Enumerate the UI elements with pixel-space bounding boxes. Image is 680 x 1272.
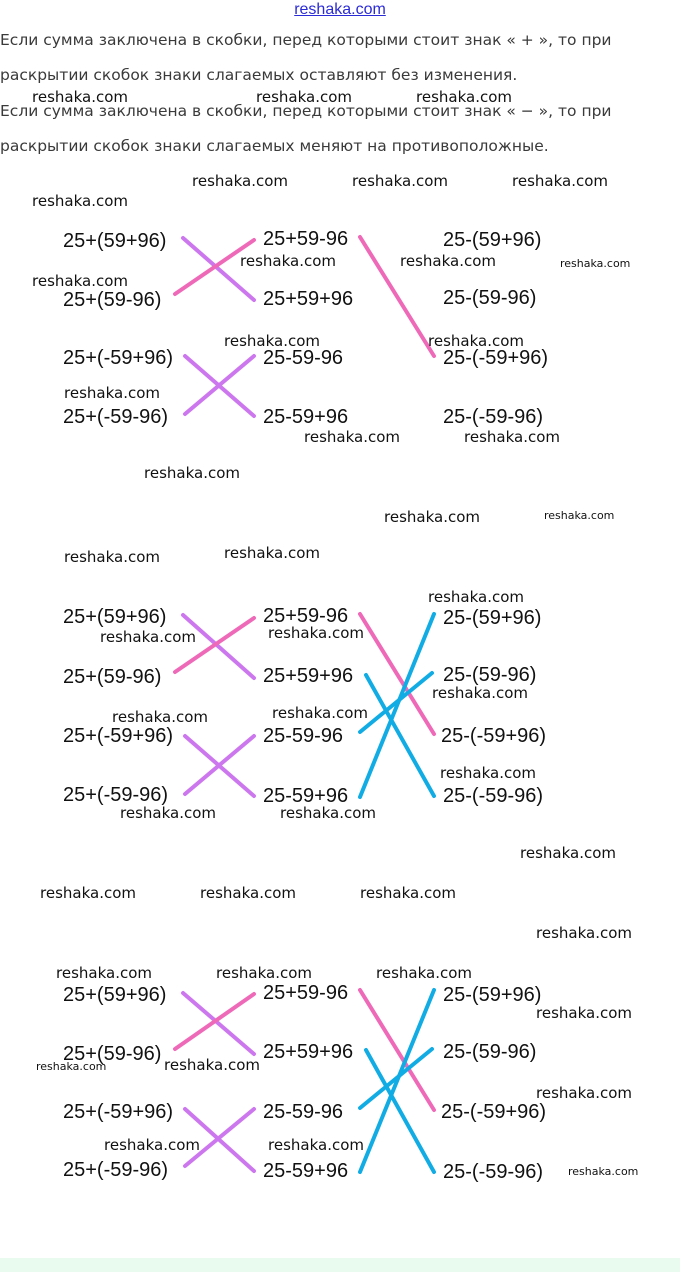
expr-d1-mid-4: 25-59+96 bbox=[263, 406, 349, 428]
expr-d3-left-4: 25+(-59-96) bbox=[63, 1159, 169, 1181]
expr-d3-right-1: 25-(59+96) bbox=[443, 984, 542, 1006]
expr-d2-left-4: 25+(-59-96) bbox=[63, 784, 169, 806]
expr-d3-mid-3: 25-59-96 bbox=[263, 1101, 344, 1123]
expr-d1-left-4: 25+(-59-96) bbox=[63, 406, 169, 428]
watermark: reshaka.com bbox=[512, 172, 608, 190]
expr-d1-right-3: 25-(-59+96) bbox=[443, 347, 549, 369]
expr-d3-mid-2: 25+59+96 bbox=[263, 1041, 354, 1063]
expr-d2-left-3: 25+(-59+96) bbox=[63, 725, 174, 747]
watermark: reshaka.com bbox=[32, 272, 128, 290]
expr-d3-right-4: 25-(-59-96) bbox=[443, 1161, 544, 1183]
watermark: reshaka.com bbox=[428, 588, 524, 606]
line-d2-e bbox=[360, 614, 434, 734]
watermark: reshaka.com bbox=[272, 704, 368, 722]
watermark: reshaka.com bbox=[224, 332, 320, 350]
expr-d2-right-4: 25-(-59-96) bbox=[443, 785, 544, 807]
expr-d2-right-1: 25-(59+96) bbox=[443, 607, 542, 629]
expr-d1-mid-1: 25+59-96 bbox=[263, 228, 349, 250]
watermark: reshaka.com bbox=[428, 332, 524, 350]
expr-d1-mid-2: 25+59+96 bbox=[263, 288, 354, 310]
watermark: reshaka.com bbox=[32, 88, 128, 106]
watermark: reshaka.com bbox=[200, 884, 296, 902]
expr-d3-left-1: 25+(59+96) bbox=[63, 984, 167, 1006]
expr-d3-right-2: 25-(59-96) bbox=[443, 1041, 537, 1063]
expr-d2-mid-2: 25+59+96 bbox=[263, 665, 354, 687]
expr-d2-mid-4: 25-59+96 bbox=[263, 785, 349, 807]
watermark: reshaka.com bbox=[440, 764, 536, 782]
watermark: reshaka.com bbox=[40, 884, 136, 902]
expr-d1-left-2: 25+(59-96) bbox=[63, 289, 162, 311]
watermark: reshaka.com bbox=[464, 428, 560, 446]
expr-d2-left-1: 25+(59+96) bbox=[63, 606, 167, 628]
expr-d1-right-2: 25-(59-96) bbox=[443, 287, 537, 309]
line-d3-b bbox=[175, 994, 254, 1049]
watermark: reshaka.com bbox=[304, 428, 400, 446]
expr-d1-left-1: 25+(59+96) bbox=[63, 230, 167, 252]
watermark: reshaka.com bbox=[268, 1136, 364, 1154]
footer-bar bbox=[0, 1258, 680, 1272]
watermark: reshaka.com bbox=[64, 548, 160, 566]
watermark: reshaka.com bbox=[216, 964, 312, 982]
watermark: reshaka.com bbox=[520, 844, 616, 862]
expr-d1-right-4: 25-(-59-96) bbox=[443, 406, 544, 428]
line-d3-f bbox=[360, 990, 434, 1172]
watermark: reshaka.com bbox=[240, 252, 336, 270]
watermark: reshaka.com bbox=[224, 544, 320, 562]
watermark: reshaka.com bbox=[352, 172, 448, 190]
expr-d3-right-3: 25-(-59+96) bbox=[441, 1101, 547, 1123]
watermark: reshaka.com bbox=[36, 1060, 107, 1073]
watermark: reshaka.com bbox=[112, 708, 208, 726]
watermark: reshaka.com bbox=[376, 964, 472, 982]
watermark: reshaka.com bbox=[416, 88, 512, 106]
watermark: reshaka.com bbox=[256, 88, 352, 106]
watermark: reshaka.com bbox=[268, 624, 364, 642]
watermark: reshaka.com bbox=[400, 252, 496, 270]
expr-d2-mid-1: 25+59-96 bbox=[263, 605, 349, 627]
watermark: reshaka.com bbox=[192, 172, 288, 190]
watermark: reshaka.com bbox=[568, 1165, 639, 1178]
site-link[interactable]: reshaka.com bbox=[294, 1, 386, 18]
watermark: reshaka.com bbox=[560, 257, 631, 270]
expr-d3-left-2: 25+(59-96) bbox=[63, 1043, 162, 1065]
expr-d2-right-2: 25-(59-96) bbox=[443, 664, 537, 686]
watermark: reshaka.com bbox=[100, 628, 196, 646]
watermark: reshaka.com bbox=[432, 684, 528, 702]
watermark: reshaka.com bbox=[544, 509, 615, 522]
watermark: reshaka.com bbox=[64, 384, 160, 402]
expr-d3-mid-4: 25-59+96 bbox=[263, 1160, 349, 1182]
watermark: reshaka.com bbox=[56, 964, 152, 982]
expr-d1-left-3: 25+(-59+96) bbox=[63, 347, 174, 369]
watermark: reshaka.com bbox=[120, 804, 216, 822]
expr-d2-left-2: 25+(59-96) bbox=[63, 666, 162, 688]
watermark: reshaka.com bbox=[384, 508, 480, 526]
watermark: reshaka.com bbox=[32, 192, 128, 210]
rule-paragraph-plus: Если сумма заключена в скобки, перед которыми стоит знак « + », то при раскрытии скобок знаки слагаемых оставляют без изменения. bbox=[0, 31, 612, 84]
watermark: reshaka.com bbox=[536, 1004, 632, 1022]
line-d2-f bbox=[360, 614, 434, 797]
watermark: reshaka.com bbox=[104, 1136, 200, 1154]
rule-paragraph-minus: Если сумма заключена в скобки, перед которыми стоит знак « − », то при раскрытии скобок знаки слагаемых меняют на противоположные. bbox=[0, 102, 612, 155]
expr-d3-mid-1: 25+59-96 bbox=[263, 982, 349, 1004]
watermark: reshaka.com bbox=[280, 804, 376, 822]
expr-d2-right-3: 25-(-59+96) bbox=[441, 725, 547, 747]
line-d3-e bbox=[360, 990, 434, 1110]
watermark: reshaka.com bbox=[360, 884, 456, 902]
line-d3-h bbox=[366, 1050, 434, 1172]
watermark: reshaka.com bbox=[536, 924, 632, 942]
expr-d1-right-1: 25-(59+96) bbox=[443, 229, 542, 251]
watermark: reshaka.com bbox=[144, 464, 240, 482]
watermark: reshaka.com bbox=[536, 1084, 632, 1102]
expr-d2-mid-3: 25-59-96 bbox=[263, 725, 344, 747]
expr-d3-left-3: 25+(-59+96) bbox=[63, 1101, 174, 1123]
watermark: reshaka.com bbox=[164, 1056, 260, 1074]
expr-d1-mid-3: 25-59-96 bbox=[263, 347, 344, 369]
